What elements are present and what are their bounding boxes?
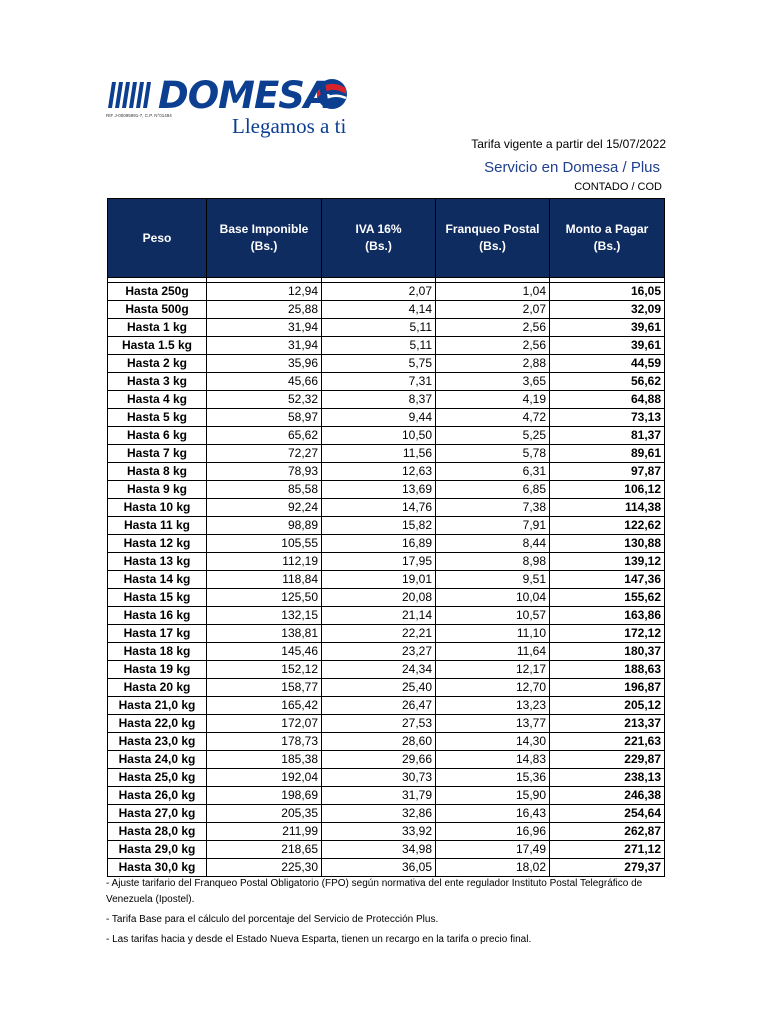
cell-peso: Hasta 18 kg (108, 643, 207, 661)
cell-base: 178,73 (207, 733, 322, 751)
cell-base: 118,84 (207, 571, 322, 589)
cell-iva: 24,34 (322, 661, 436, 679)
cell-base: 198,69 (207, 787, 322, 805)
cell-franqueo: 3,65 (436, 373, 550, 391)
cell-monto: 81,37 (550, 427, 665, 445)
table-row (108, 823, 665, 841)
cell-base: 92,24 (207, 499, 322, 517)
cell-base: 105,55 (207, 535, 322, 553)
cell-base: 85,58 (207, 481, 322, 499)
cell-monto: 271,12 (550, 841, 665, 859)
cell-franqueo: 15,90 (436, 787, 550, 805)
cell-peso: Hasta 23,0 kg (108, 733, 207, 751)
col-franqueo: Franqueo Postal (Bs.) (436, 199, 550, 278)
cell-franqueo: 13,77 (436, 715, 550, 733)
cell-peso: Hasta 1 kg (108, 319, 207, 337)
cell-peso: Hasta 30,0 kg (108, 859, 207, 877)
table-row (108, 841, 665, 859)
cell-monto: 279,37 (550, 859, 665, 877)
table-row (108, 535, 665, 553)
cell-peso: Hasta 9 kg (108, 481, 207, 499)
table-row (108, 283, 665, 301)
cell-peso: Hasta 4 kg (108, 391, 207, 409)
table-row (108, 499, 665, 517)
cell-peso: Hasta 500g (108, 301, 207, 319)
table-row (108, 751, 665, 769)
cell-monto: 188,63 (550, 661, 665, 679)
cell-monto: 56,62 (550, 373, 665, 391)
cell-peso: Hasta 22,0 kg (108, 715, 207, 733)
cell-iva: 25,40 (322, 679, 436, 697)
cell-franqueo: 5,25 (436, 427, 550, 445)
cell-monto: 229,87 (550, 751, 665, 769)
cell-base: 145,46 (207, 643, 322, 661)
cell-base: 185,38 (207, 751, 322, 769)
cell-franqueo: 6,85 (436, 481, 550, 499)
cell-monto: 130,88 (550, 535, 665, 553)
cell-peso: Hasta 2 kg (108, 355, 207, 373)
cell-iva: 12,63 (322, 463, 436, 481)
cell-monto: 122,62 (550, 517, 665, 535)
table-row (108, 337, 665, 355)
cell-base: 152,12 (207, 661, 322, 679)
cell-franqueo: 2,56 (436, 319, 550, 337)
cell-base: 78,93 (207, 463, 322, 481)
cell-monto: 172,12 (550, 625, 665, 643)
table-row (108, 859, 665, 877)
cell-base: 58,97 (207, 409, 322, 427)
table-row (108, 481, 665, 499)
table-row (108, 553, 665, 571)
table-row (108, 301, 665, 319)
cell-monto: 147,36 (550, 571, 665, 589)
table-row (108, 391, 665, 409)
cell-monto: 155,62 (550, 589, 665, 607)
cell-monto: 16,05 (550, 283, 665, 301)
cell-franqueo: 9,51 (436, 571, 550, 589)
cell-base: 12,94 (207, 283, 322, 301)
cell-peso: Hasta 6 kg (108, 427, 207, 445)
cell-franqueo: 12,17 (436, 661, 550, 679)
cell-monto: 246,38 (550, 787, 665, 805)
table-row (108, 427, 665, 445)
table-header-row (108, 199, 665, 278)
table-row (108, 787, 665, 805)
slogan: Llegamos a ti (232, 114, 347, 138)
table-row (108, 733, 665, 751)
cell-peso: Hasta 27,0 kg (108, 805, 207, 823)
cell-base: 218,65 (207, 841, 322, 859)
cell-monto: 213,37 (550, 715, 665, 733)
cell-monto: 180,37 (550, 643, 665, 661)
cell-franqueo: 6,31 (436, 463, 550, 481)
cell-franqueo: 13,23 (436, 697, 550, 715)
table-row (108, 679, 665, 697)
cell-base: 72,27 (207, 445, 322, 463)
table-row (108, 697, 665, 715)
cell-iva: 5,11 (322, 319, 436, 337)
col-base-imponible: Base Imponible (Bs.) (207, 199, 322, 278)
cell-franqueo: 11,10 (436, 625, 550, 643)
col-peso: Peso (108, 199, 207, 278)
cell-iva: 11,56 (322, 445, 436, 463)
table-row (108, 517, 665, 535)
cell-monto: 44,59 (550, 355, 665, 373)
cell-franqueo: 8,98 (436, 553, 550, 571)
domesa-logo (106, 76, 366, 136)
table-row (108, 589, 665, 607)
cell-peso: Hasta 29,0 kg (108, 841, 207, 859)
cell-iva: 30,73 (322, 769, 436, 787)
contado-label: CONTADO / COD (574, 181, 662, 193)
cell-peso: Hasta 28,0 kg (108, 823, 207, 841)
cell-monto: 238,13 (550, 769, 665, 787)
cell-peso: Hasta 3 kg (108, 373, 207, 391)
cell-peso: Hasta 1.5 kg (108, 337, 207, 355)
cell-franqueo: 17,49 (436, 841, 550, 859)
cell-peso: Hasta 7 kg (108, 445, 207, 463)
rates-table (107, 198, 665, 877)
cell-base: 112,19 (207, 553, 322, 571)
cell-franqueo: 7,91 (436, 517, 550, 535)
cell-iva: 5,75 (322, 355, 436, 373)
cell-peso: Hasta 5 kg (108, 409, 207, 427)
note-item: - Las tarifas hacia y desde el Estado Nueva Esparta, tienen un recargo en la tarifa o precio final. (106, 934, 532, 945)
table-row (108, 463, 665, 481)
cell-base: 132,15 (207, 607, 322, 625)
cell-peso: Hasta 17 kg (108, 625, 207, 643)
cell-base: 31,94 (207, 337, 322, 355)
cell-monto: 89,61 (550, 445, 665, 463)
cell-monto: 262,87 (550, 823, 665, 841)
cell-monto: 254,64 (550, 805, 665, 823)
cell-monto: 139,12 (550, 553, 665, 571)
table-row (108, 805, 665, 823)
table-row (108, 571, 665, 589)
cell-monto: 106,12 (550, 481, 665, 499)
tarifa-vigente: Tarifa vigente a partir del 15/07/2022 (471, 137, 666, 151)
cell-base: 165,42 (207, 697, 322, 715)
cell-franqueo: 11,64 (436, 643, 550, 661)
table-row (108, 661, 665, 679)
cell-iva: 10,50 (322, 427, 436, 445)
cell-monto: 73,13 (550, 409, 665, 427)
cell-base: 98,89 (207, 517, 322, 535)
table-row (108, 625, 665, 643)
cell-franqueo: 2,07 (436, 301, 550, 319)
cell-monto: 221,63 (550, 733, 665, 751)
cell-iva: 20,08 (322, 589, 436, 607)
table-row (108, 715, 665, 733)
cell-iva: 4,14 (322, 301, 436, 319)
cell-franqueo: 18,02 (436, 859, 550, 877)
cell-base: 205,35 (207, 805, 322, 823)
cell-base: 225,30 (207, 859, 322, 877)
servicio-title: Servicio en Domesa / Plus (484, 159, 660, 176)
brand-name: DOMESA (158, 74, 332, 117)
cell-franqueo: 12,70 (436, 679, 550, 697)
cell-franqueo: 10,04 (436, 589, 550, 607)
cell-franqueo: 4,72 (436, 409, 550, 427)
cell-iva: 23,27 (322, 643, 436, 661)
cell-iva: 32,86 (322, 805, 436, 823)
cell-base: 45,66 (207, 373, 322, 391)
cell-base: 211,99 (207, 823, 322, 841)
cell-base: 52,32 (207, 391, 322, 409)
cell-base: 25,88 (207, 301, 322, 319)
table-row (108, 409, 665, 427)
cell-iva: 29,66 (322, 751, 436, 769)
cell-iva: 13,69 (322, 481, 436, 499)
cell-iva: 27,53 (322, 715, 436, 733)
cell-iva: 31,79 (322, 787, 436, 805)
cell-peso: Hasta 250g (108, 283, 207, 301)
cell-peso: Hasta 12 kg (108, 535, 207, 553)
cell-peso: Hasta 14 kg (108, 571, 207, 589)
cell-iva: 21,14 (322, 607, 436, 625)
cell-monto: 205,12 (550, 697, 665, 715)
note-item: - Tarifa Base para el cálculo del porcentaje del Servicio de Protección Plus. (106, 914, 439, 925)
cell-monto: 97,87 (550, 463, 665, 481)
cell-franqueo: 5,78 (436, 445, 550, 463)
cell-peso: Hasta 19 kg (108, 661, 207, 679)
table-row (108, 373, 665, 391)
footnotes (106, 876, 666, 952)
cell-monto: 32,09 (550, 301, 665, 319)
cell-peso: Hasta 8 kg (108, 463, 207, 481)
cell-franqueo: 14,83 (436, 751, 550, 769)
cell-franqueo: 4,19 (436, 391, 550, 409)
cell-franqueo: 10,57 (436, 607, 550, 625)
cell-iva: 16,89 (322, 535, 436, 553)
cell-base: 35,96 (207, 355, 322, 373)
cell-peso: Hasta 20 kg (108, 679, 207, 697)
cell-franqueo: 2,88 (436, 355, 550, 373)
cell-franqueo: 15,36 (436, 769, 550, 787)
cell-iva: 26,47 (322, 697, 436, 715)
rif-line: RIF J-00095991-7, C.P. N°01494 (106, 113, 172, 118)
cell-iva: 34,98 (322, 841, 436, 859)
cell-franqueo: 14,30 (436, 733, 550, 751)
table-row (108, 643, 665, 661)
cell-monto: 196,87 (550, 679, 665, 697)
col-iva: IVA 16% (Bs.) (322, 199, 436, 278)
cell-franqueo: 1,04 (436, 283, 550, 301)
cell-iva: 15,82 (322, 517, 436, 535)
cell-base: 125,50 (207, 589, 322, 607)
table-row (108, 607, 665, 625)
cell-base: 192,04 (207, 769, 322, 787)
cell-base: 138,81 (207, 625, 322, 643)
cell-iva: 22,21 (322, 625, 436, 643)
cell-iva: 2,07 (322, 283, 436, 301)
cell-monto: 64,88 (550, 391, 665, 409)
cell-monto: 39,61 (550, 337, 665, 355)
cell-monto: 39,61 (550, 319, 665, 337)
table-row (108, 319, 665, 337)
cell-peso: Hasta 13 kg (108, 553, 207, 571)
cell-peso: Hasta 25,0 kg (108, 769, 207, 787)
cell-iva: 19,01 (322, 571, 436, 589)
cell-iva: 9,44 (322, 409, 436, 427)
cell-peso: Hasta 21,0 kg (108, 697, 207, 715)
cell-iva: 36,05 (322, 859, 436, 877)
cell-monto: 163,86 (550, 607, 665, 625)
cell-peso: Hasta 26,0 kg (108, 787, 207, 805)
cell-base: 158,77 (207, 679, 322, 697)
cell-franqueo: 16,96 (436, 823, 550, 841)
cell-peso: Hasta 15 kg (108, 589, 207, 607)
table-row (108, 445, 665, 463)
col-monto: Monto a Pagar (Bs.) (550, 199, 665, 278)
cell-franqueo: 8,44 (436, 535, 550, 553)
cell-peso: Hasta 16 kg (108, 607, 207, 625)
cell-franqueo: 2,56 (436, 337, 550, 355)
cell-base: 172,07 (207, 715, 322, 733)
cell-monto: 114,38 (550, 499, 665, 517)
table-row (108, 355, 665, 373)
cell-iva: 8,37 (322, 391, 436, 409)
note-item: - Ajuste tarifario del Franqueo Postal Obligatorio (FPO) según normativa del ente regulador Instituto Postal Telegráfico de Venezuela (Ipostel). (106, 878, 643, 905)
table-row (108, 769, 665, 787)
cell-peso: Hasta 24,0 kg (108, 751, 207, 769)
cell-iva: 17,95 (322, 553, 436, 571)
cell-peso: Hasta 10 kg (108, 499, 207, 517)
cell-iva: 14,76 (322, 499, 436, 517)
cell-iva: 33,92 (322, 823, 436, 841)
cell-franqueo: 16,43 (436, 805, 550, 823)
cell-iva: 5,11 (322, 337, 436, 355)
cell-iva: 28,60 (322, 733, 436, 751)
cell-iva: 7,31 (322, 373, 436, 391)
cell-base: 31,94 (207, 319, 322, 337)
cell-franqueo: 7,38 (436, 499, 550, 517)
cell-peso: Hasta 11 kg (108, 517, 207, 535)
cell-base: 65,62 (207, 427, 322, 445)
